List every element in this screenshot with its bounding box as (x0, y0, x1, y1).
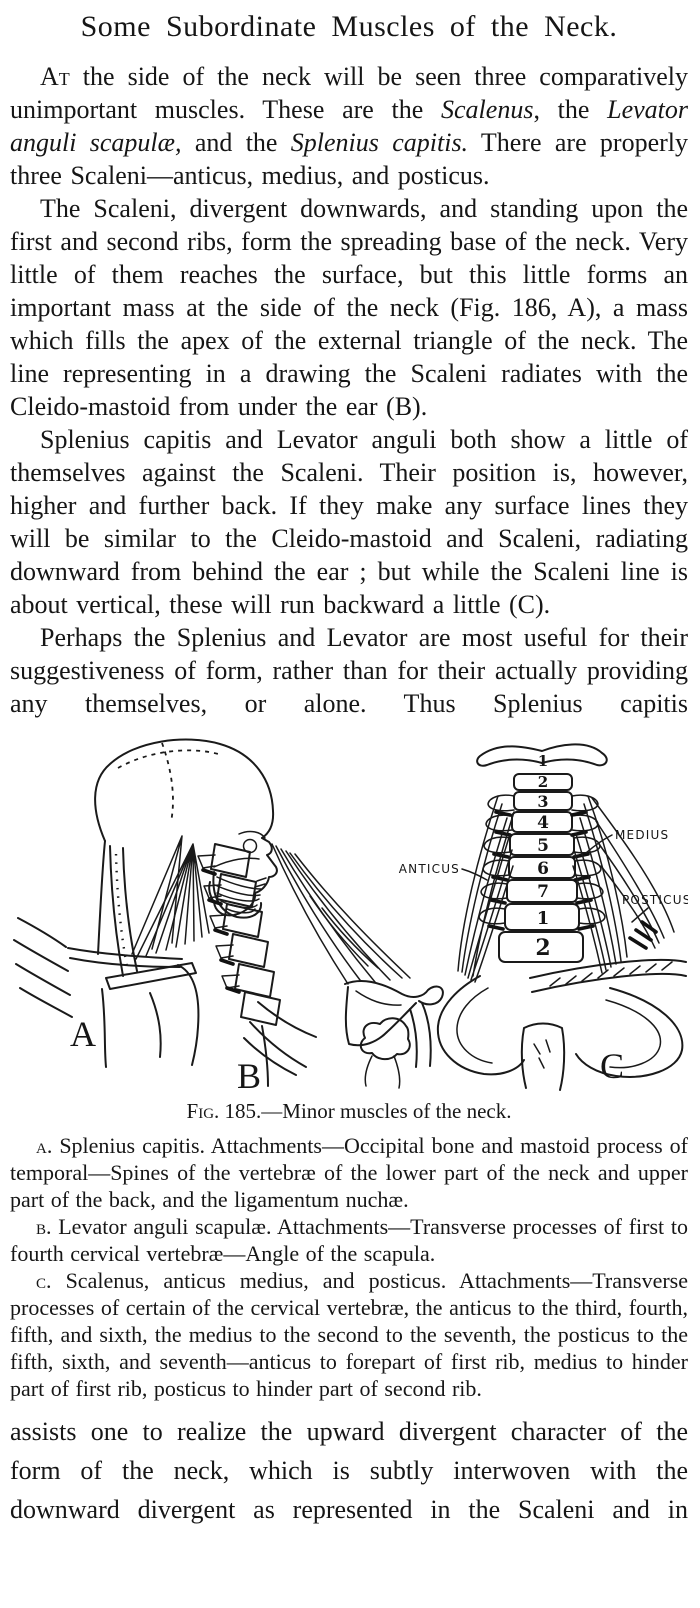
figure-letter-a: A (70, 1014, 96, 1054)
medius-muscle (573, 796, 627, 973)
page-title: Some Subordinate Muscles of the Neck. (80, 10, 618, 43)
vertebra-number: 3 (537, 792, 549, 811)
label-anticus: ANTICUS (398, 862, 460, 876)
description-a-text: Splenius capitis. Attachments—Occipital bone and mastoid process of temporal—Spines of the vertebræ of the lower part of the neck and upper part of the back, and the ligamentum nuchæ. (10, 1133, 688, 1212)
figure-illustration (10, 726, 688, 1094)
paragraph-4: Perhaps the Splenius and Levator are most useful for their suggestiveness of form, rather than for their actually providing any themselves, or alone. Thus Splenius capitis (10, 623, 688, 718)
drawing-c (361, 744, 688, 1090)
smallcaps-lead: At (40, 62, 70, 91)
paragraph-2: The Scaleni, divergent downwards, and standing upon the first and second ribs, form the spreading base of the neck. Very little of them reaches the surface, but this little forms an important mass at the side of the neck (Fig. 186, A), a mass which fills the apex of the external triangle of the neck. The line representing in a drawing the Scaleni radiates with the Cleido-mastoid from under the ear (B). (10, 194, 688, 421)
italic-term-levator: Levator anguli scapulæ, (10, 95, 689, 157)
description-a (10, 1132, 688, 1213)
vertebra-number: 5 (537, 836, 549, 856)
description-a-lead: a. (36, 1133, 53, 1158)
drawing-b (198, 844, 443, 1094)
description-b (10, 1213, 688, 1267)
figure-letter-b: B (237, 1056, 262, 1094)
vertebra-number: 2 (535, 935, 551, 961)
label-medius: MEDIUS (615, 828, 670, 842)
paragraph-1 (10, 60, 688, 192)
description-c-text: Scalenus, anticus medius, and posticus. Attachments—Transverse processes of certain of the cervical vertebræ, the anticus to the third, fourth, fifth, and sixth, the medius to the second to the seventh, the posticus to the fifth, sixth, and seventh—anticus to forepart of first rib, medius to hinder part of first rib, posticus to hinder part of second rib. (10, 1268, 688, 1401)
description-c-lead: c. (36, 1268, 52, 1293)
figure-185 (10, 726, 688, 1124)
figure-letter-c: C (600, 1046, 625, 1086)
caption-text: 185.—Minor muscles of the neck. (219, 1099, 512, 1123)
description-b-lead: b. (36, 1214, 52, 1239)
paragraph-3: Splenius capitis and Levator anguli both show a little of themselves against the Scaleni. Their position is, however, higher and further back. If they make any surface lines they will be similar to the Cleido-mastoid and Scaleni, radiating downward from behind the ear ; but while the Scaleni line is about vertical, these will run backward a little (C). (10, 425, 688, 619)
vertebra-number: 1 (537, 752, 549, 770)
description-b-text: Levator anguli scapulæ. Attachments—Transverse processes of first to fourth cervical vertebræ—Angle of the scapula. (10, 1214, 688, 1266)
splenius-hatching (132, 836, 209, 959)
italic-term-splenius: Splenius capitis. (290, 128, 469, 157)
caption-fig-label: Fig. (186, 1099, 220, 1123)
paragraph-1-text: There are properly three Scaleni—anticus, medius, and posticus. (10, 128, 689, 190)
vertebral-column-b (198, 844, 280, 1025)
paragraph-1-text: the side of the neck will be seen three comparatively unimportant muscles. These are the (10, 62, 688, 124)
vertebra-number: 6 (537, 859, 549, 879)
vertebra-number: 2 (537, 773, 549, 791)
vertebra-number: 1 (536, 908, 550, 929)
label-posticus: POSTICUS (622, 893, 688, 907)
paragraph-5: assists one to realize the upward divergent character of the form of the neck, which is subtly interwoven with the downward divergent as represented in the Scaleni and in (10, 1417, 688, 1524)
description-c (10, 1267, 688, 1402)
vertebra-number: 4 (537, 813, 549, 833)
paragraph-1-text: , the (533, 95, 608, 124)
figure-caption (10, 1099, 688, 1124)
italic-term-scalenus: Scalenus (441, 95, 534, 124)
levator-fan (272, 844, 410, 984)
vertebra-number: 7 (537, 882, 549, 902)
paragraph-1-text: and the (181, 128, 291, 157)
